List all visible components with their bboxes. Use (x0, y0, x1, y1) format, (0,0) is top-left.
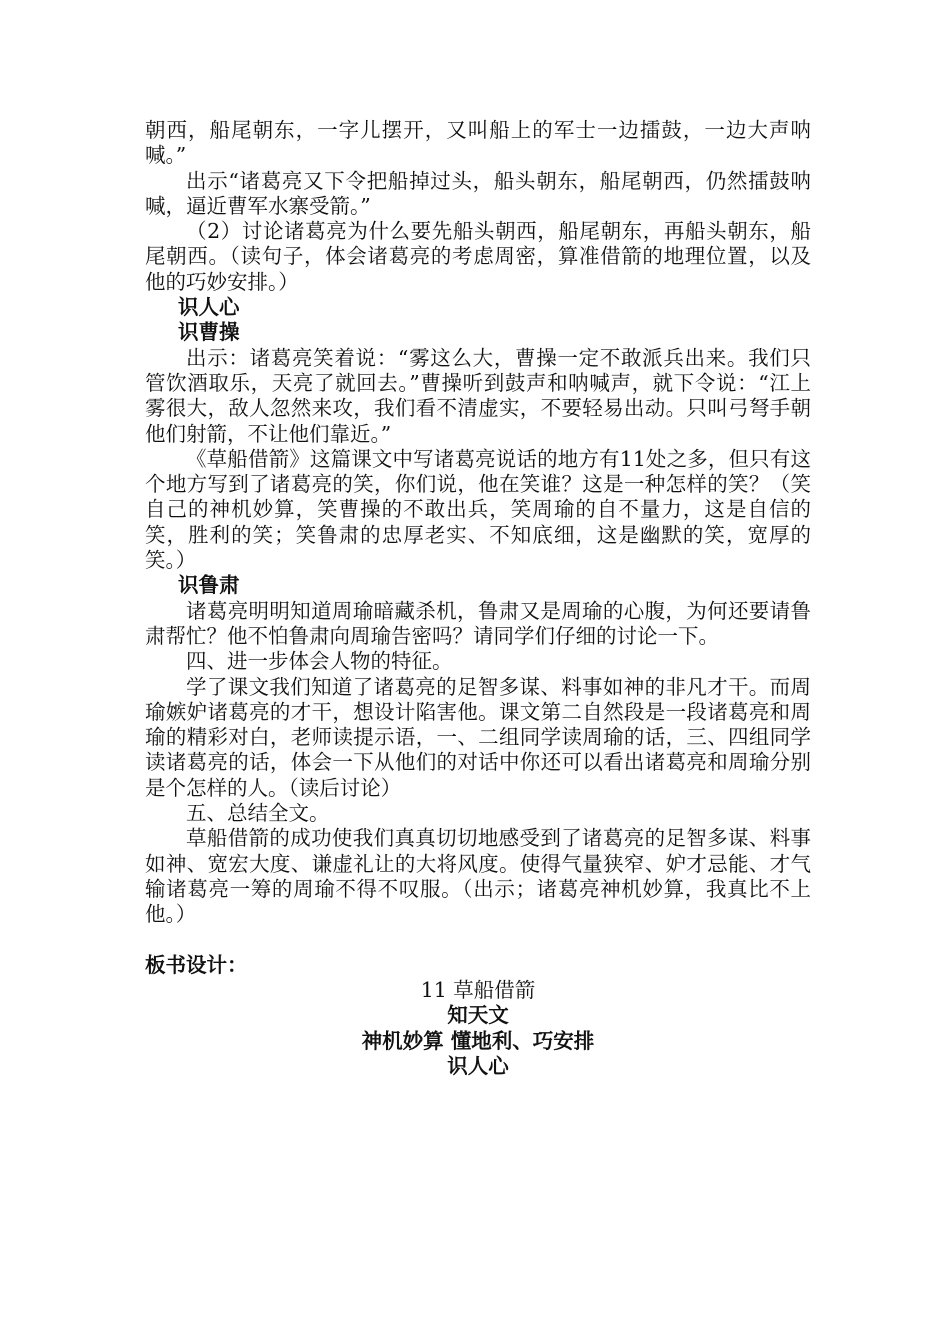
paragraph-show-quotes: 出示：诸葛亮笑着说：“雾这么大，曹操一定不敢派兵出来。我们只管饮酒取乐，天亮了就回去。”曹操听到鼓声和呐喊声，就下令说：“江上雾很大，敌人忽然来攻，我们看不清虚实，不要轻易出动。只叫弓弩手朝他们射箭，不让他们靠近。” (145, 345, 811, 446)
paragraph-section-five: 五、总结全文。 (186, 801, 330, 826)
paragraph-show-turn-boats: 出示“诸葛亮又下令把船掉过头，船头朝东，船尾朝西，仍然擂鼓呐喊，逼近曹军水寨受箭。” (145, 168, 811, 218)
board-design (145, 978, 811, 1079)
paragraph-laugh-analysis: 《草船借箭》这篇课文中写诸葛亮说话的地方有11处之多，但只有这个地方写到了诸葛亮的笑，你们说，他在笑谁？这是一种怎样的笑？（笑自己的神机妙算，笑曹操的不敢出兵，笑周瑜的自不量力，这是自信的笑，胜利的笑；笑鲁肃的忠厚老实、不知底细，这是幽默的笑，宽厚的笑。） (145, 446, 811, 573)
paragraph-summary: 草船借箭的成功使我们真真切切地感受到了诸葛亮的足智多谋、料事如神、宽宏大度、谦虚礼让的大将风度。使得气量狭窄、妒才忌能、才气输诸葛亮一筹的周瑜不得不叹服。（出示；诸葛亮神机妙算，我真比不上他。） (145, 826, 811, 927)
board-design-label: 板书设计： (145, 952, 248, 977)
document-page (145, 118, 811, 1079)
paragraph-continuation: 朝西，船尾朝东，一字儿摆开，又叫船上的军士一边擂鼓，一边大声呐喊。” (145, 118, 811, 168)
paragraph-lusu-question: 诸葛亮明明知道周瑜暗藏杀机，鲁肃又是周瑜的心腹，为何还要请鲁肃帮忙？他不怕鲁肃向周瑜告密吗？请同学们仔细的讨论一下。 (145, 598, 811, 648)
heading-know-lusu: 识鲁肃 (178, 573, 240, 598)
heading-know-people: 识人心 (178, 295, 240, 320)
board-line-people: 识人心 (447, 1053, 509, 1078)
paragraph-discussion-2: （2）讨论诸葛亮为什么要先船头朝西，船尾朝东，再船头朝东，船尾朝西。（读句子，体会诸葛亮的考虑周密，算准借箭的地理位置，以及他的巧妙安排。） (145, 219, 811, 294)
board-line-astronomy: 知天文 (447, 1003, 509, 1028)
paragraph-dialogue-reading: 学了课文我们知道了诸葛亮的足智多谋、料事如神的非凡才干。而周瑜嫉妒诸葛亮的才干，想设计陷害他。课文第二自然段是一段诸葛亮和周瑜的精彩对白，老师读提示语，一、二组同学读周瑜的话，三、四组同学读诸葛亮的话，体会一下从他们的对话中你还可以看出诸葛亮和周瑜分别是个怎样的人。（读后讨论） (145, 674, 811, 800)
board-title: 11 草船借箭 (420, 978, 536, 1003)
board-line-strategy: 神机妙算 懂地利、巧安排 (361, 1028, 595, 1053)
paragraph-section-four: 四、进一步体会人物的特征。 (186, 649, 453, 674)
heading-know-caocao: 识曹操 (178, 320, 240, 345)
blank-line (145, 928, 811, 953)
